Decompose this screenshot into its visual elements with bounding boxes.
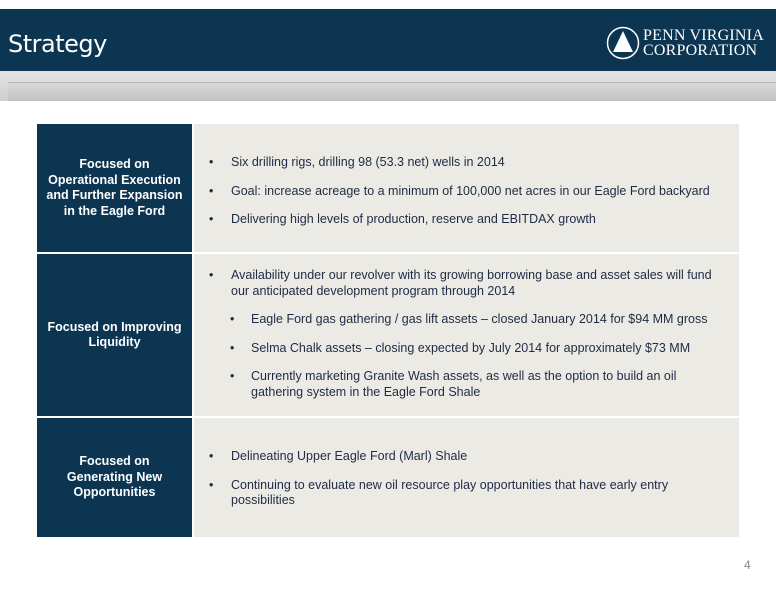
bullet-item: • Delineating Upper Eagle Ford (Marl) Shale: [194, 449, 739, 465]
row-content-cell: [193, 417, 739, 537]
table-row: [37, 124, 739, 253]
page-number: 4: [744, 558, 751, 572]
row-label: Focused on Generating New Opportunities: [66, 454, 163, 500]
bullet-list: [194, 124, 739, 228]
table-row: [37, 417, 739, 537]
sub-bullet-item: • Selma Chalk assets – closing expected by July 2014 for approximately $73 MM: [194, 341, 739, 357]
logo-line-2: CORPORATION: [643, 42, 758, 59]
header-underbar-shade: [8, 82, 776, 101]
page-title: Strategy: [8, 30, 107, 58]
bullet-list: [194, 254, 739, 400]
logo-triangle-icon: [606, 26, 640, 60]
row-label-cell: [37, 124, 193, 253]
bullet-item: • Delivering high levels of production, reserve and EBITDAX growth: [194, 212, 739, 228]
row-label-cell: [37, 253, 193, 417]
logo-wordmark: [643, 28, 764, 58]
sub-bullet-item: • Eagle Ford gas gathering / gas lift assets – closed January 2014 for $94 MM gross: [194, 312, 739, 328]
row-label: Focused on Improving Liquidity: [47, 319, 182, 349]
table-row: [37, 253, 739, 417]
row-content-cell: [193, 253, 739, 417]
row-content-cell: [193, 124, 739, 253]
bullet-list: [194, 418, 739, 509]
company-logo: [606, 26, 768, 64]
row-label: Focused on Operational Execution and Further Expansion in the Eagle Ford: [46, 157, 183, 218]
bullet-item: • Goal: increase acreage to a minimum of 100,000 net acres in our Eagle Ford backyard: [194, 184, 739, 200]
bullet-item: • Availability under our revolver with its growing borrowing base and asset sales will fund our anticipated development program through 2014: [194, 268, 739, 299]
bullet-item: • Continuing to evaluate new oil resource play opportunities that have early entry possibilities: [194, 478, 739, 509]
bullet-item: • Six drilling rigs, drilling 98 (53.3 net) wells in 2014: [194, 155, 739, 171]
strategy-table: [37, 124, 739, 537]
logo-line-1: PENN VIRGINIA: [643, 27, 764, 44]
sub-bullet-item: • Currently marketing Granite Wash assets, as well as the option to build an oil gathering system in the Eagle Ford Shale: [194, 369, 739, 400]
row-label-cell: [37, 417, 193, 537]
